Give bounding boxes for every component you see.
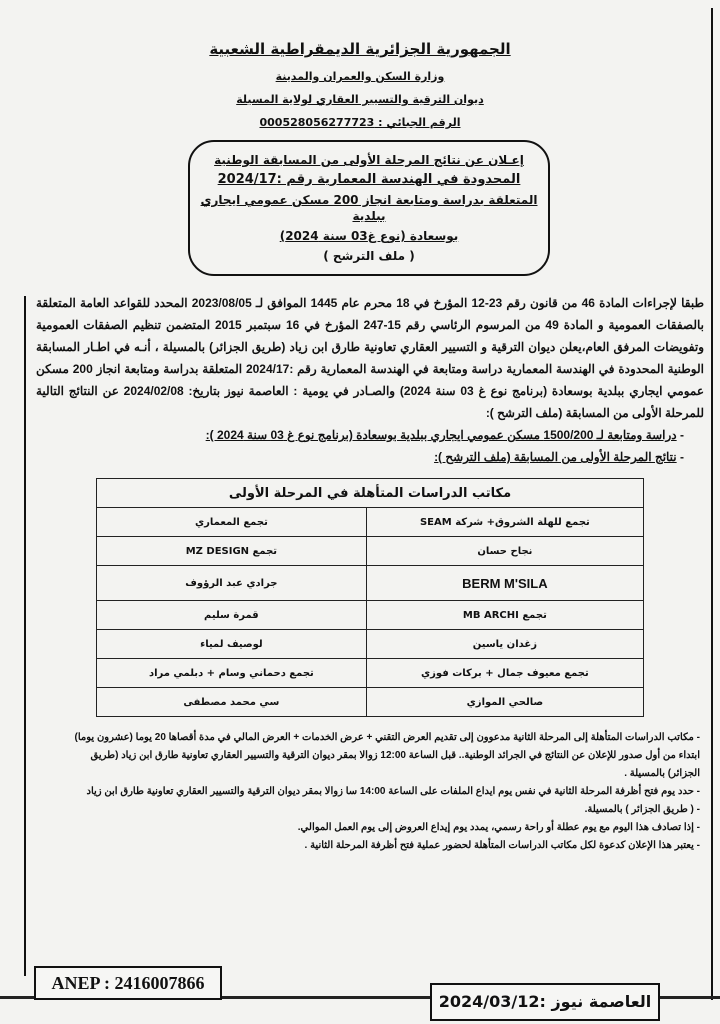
tax-id: الرقم الجبائي : 000528056277723 <box>259 116 461 129</box>
main-paragraph: طبقا لإجراءات المادة 46 من قانون رقم 23-12 المؤرخ في 18 محرم عام 1445 الموافق لـ 2023/08/05 المحدد للقواعد العامة المتعلقة بالصفقات العمومية و المادة 49 من المرسوم الرئاسي رقم 15-247 المؤرخ في 16 سبتمبر 2015 المتضمن تنظيم الصفقات العمومية وتفويضات المرفق العام،يعلن ديوان الترقية و التسيير العقاري تعاونية طارق ابن زياد (طريق الجزائر) بالمسيلة ، أنـه في اطـار المسابقة الوطنية المحدودة في الهندسة المعمارية دراسة ومتابعة في الهندسة المعمارية رقم :2024/17 المتعلقة بدراسة ومتابعة انجاز 200 مسكن عمومي ايجاري ببلدية بوسعادة (برنامج نوع غ 03 سنة 2024) والصـادر في يومية : العاصمة نيوز بتاريخ: 2024/02/08 عن النتائج التالية للمرحلة الأولى من المسابقة (ملف الترشح ): <box>36 296 705 420</box>
country-name: الجمهورية الجزائرية الديمقراطية الشعبية <box>209 40 511 58</box>
table-cell: صالحي الموازي <box>366 688 643 717</box>
note-text: حدد يوم فتح أظرفة المرحلة الثانية في نفس يوم ايداع الملفات على الساعة 14:00 سا زوالا بمقر ديوان الترقية والتسيير العقاري تعاونية طارق ابن زياد <box>86 786 694 797</box>
table-cell: تجمع دحماني وسام + دبلمي مراد <box>97 659 367 688</box>
office-name: ديوان الترقية والتسيير العقاري لولاية المسيلة <box>236 93 484 106</box>
title-line-4: بوسعادة (نوع غ03 سنة 2024) <box>279 229 459 243</box>
table-cell: تجمع للهلة الشروق+ شركة SEAM <box>366 508 643 537</box>
bullet-results-text: نتائج المرحلة الأولى من المسابقة (ملف الترشح ): <box>434 450 677 464</box>
note-3: - ( طريق الجزائر ) بالمسيلة. <box>584 804 700 815</box>
table-cell: زغدان ياسين <box>366 630 643 659</box>
table-cell: جرادي عبد الرؤوف <box>97 566 367 601</box>
document-body <box>36 292 704 855</box>
note-5: - يعتبر هذا الإعلان كدعوة لكل مكاتب الدراسات المتأهلة لحضور عملية فتح أظرفة المرحلة الثانية . <box>304 840 700 851</box>
announcement-title-box <box>188 140 550 276</box>
note-text: مكاتب الدراسات المتأهلة إلى المرحلة الثانية مدعوون إلى تقديم العرض التقني + عرض الخدمات + العرض المالي في مدة أقصاها 20 يوما (عشرون يوما) ابتداء من أول صدور للإعلان عن النتائج في الجرائد الوطنية.. قبل الساعة 12:00 زوالا بمقر ديوان الترقية والتسيير العقاري تعاونية طارق ابن زياد (طريق الجزائر) بالمسيلة . <box>74 732 700 779</box>
table-row <box>97 537 644 566</box>
note-2: - حدد يوم فتح أظرفة المرحلة الثانية في نفس يوم ايداع الملفات على الساعة 14:00 سا زوالا بمقر ديوان الترقية والتسيير العقاري تعاونية طارق ابن زياد <box>86 786 700 797</box>
table-row <box>97 566 644 601</box>
table-cell: تجمع MB ARCHI <box>366 601 643 630</box>
table-cell: تجمع MZ DESIGN <box>97 537 367 566</box>
notes-list <box>36 729 704 855</box>
table-cell: تجمع المعماري <box>97 508 367 537</box>
bullet-study-text: دراسة ومتابعة لـ 1500/200 مسكن عمومي ايجاري ببلدية بوسعادة (برنامج نوع غ 03 سنة 2024 ): <box>205 428 677 442</box>
bullet-results: - نتائج المرحلة الأولى من المسابقة (ملف الترشح ): <box>434 450 684 464</box>
title-line-2: المحدودة في الهندسة المعمارية رقم :2024/17 <box>217 172 521 187</box>
title-line-3: المتعلقة بدراسة ومتابعة انجاز 200 مسكن عمومي ايجاري ببلدية <box>200 193 538 223</box>
ministry-name: وزارة السكن والعمران والمدينة <box>275 70 445 83</box>
table-cell: لوصيف لمياء <box>97 630 367 659</box>
table-row <box>97 508 644 537</box>
table-title: مكاتب الدراسات المتأهلة في المرحلة الأولى <box>97 479 644 508</box>
title-line-5: ( ملف الترشح ) <box>323 249 415 263</box>
note-text: ( طريق الجزائر ) بالمسيلة. <box>584 804 694 815</box>
frame-right-border <box>711 8 713 1000</box>
table-cell: BERM M'SILA <box>366 566 643 601</box>
table-cell: قمرة سليم <box>97 601 367 630</box>
table-cell: تجمع معيوف جمال + بركات فوزي <box>366 659 643 688</box>
table-row <box>97 688 644 717</box>
anep-number: ANEP : 2416007866 <box>34 966 222 1000</box>
table-row <box>97 659 644 688</box>
title-line-1: إعـلان عن نتائج المرحلة الأولى من المسابقة الوطنية <box>214 153 524 167</box>
frame-left-border <box>24 296 26 976</box>
table-cell: نجاح حسان <box>366 537 643 566</box>
qualified-offices-table <box>96 478 644 717</box>
note-text: إذا تصادف هذا اليوم مع يوم عطلة أو راحة رسمي، يمدد يوم إيداع العروض إلى يوم العمل الموالي. <box>297 822 694 833</box>
table-cell: سي محمد مصطفى <box>97 688 367 717</box>
table-row <box>97 630 644 659</box>
note-4: - إذا تصادف هذا اليوم مع يوم عطلة أو راحة رسمي، يمدد يوم إيداع العروض إلى يوم العمل الموالي. <box>297 822 700 833</box>
newspaper-date: العاصمة نيوز :2024/03/12 <box>430 983 660 1021</box>
table-row <box>97 601 644 630</box>
bullet-study: - دراسة ومتابعة لـ 1500/200 مسكن عمومي ايجاري ببلدية بوسعادة (برنامج نوع غ 03 سنة 2024 ): <box>205 428 684 442</box>
note-1: - مكاتب الدراسات المتأهلة إلى المرحلة الثانية مدعوون إلى تقديم العرض التقني + عرض الخدمات + العرض المالي في مدة أقصاها 20 يوما (عشرون يوما) ابتداء من أول صدور للإعلان عن النتائج في الجرائد الوطنية.. قبل الساعة 12:00 زوالا بمقر ديوان الترقية والتسيير العقاري تعاونية طارق ابن زياد (طريق الجزائر) بالمسيلة . <box>74 732 700 779</box>
note-text: يعتبر هذا الإعلان كدعوة لكل مكاتب الدراسات المتأهلة لحضور عملية فتح أظرفة المرحلة الثانية . <box>304 840 694 851</box>
